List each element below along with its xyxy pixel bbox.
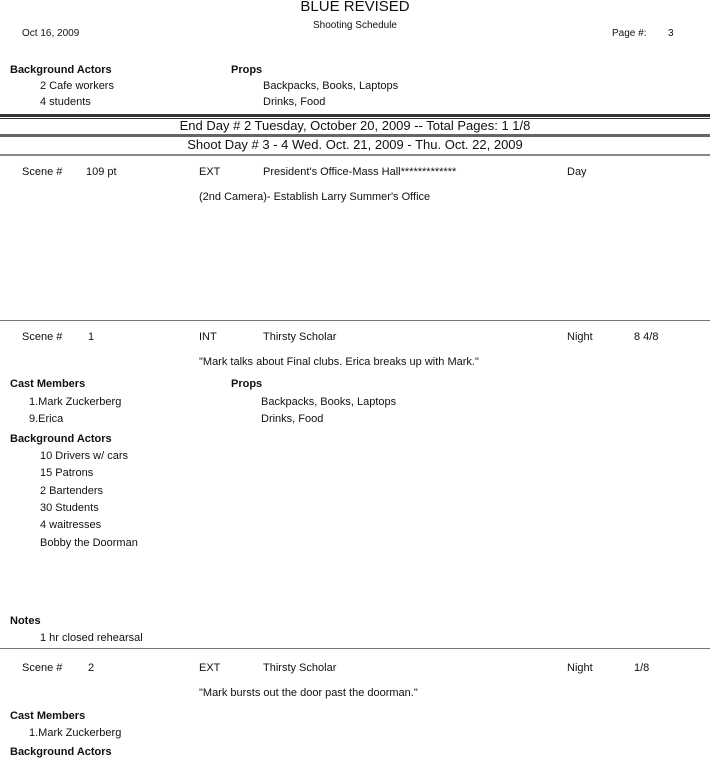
- scene-description: "Mark talks about Final clubs. Erica breaks up with Mark.": [199, 356, 479, 368]
- time-of-day: Night: [567, 662, 593, 674]
- props-heading: Props: [231, 378, 263, 390]
- scene-label: Scene #: [22, 331, 63, 343]
- cast-heading: Cast Members: [10, 378, 86, 390]
- page-count: 8 4/8: [634, 331, 659, 343]
- doc-date: Oct 16, 2009: [22, 28, 80, 39]
- end-day-banner: End Day # 2 Tuesday, October 20, 2009 -- Total Pages: 1 1/8: [179, 118, 531, 133]
- bg-actors-heading: Background Actors: [10, 433, 112, 445]
- page-number: 3: [668, 28, 674, 39]
- cast-member: 9.Erica: [29, 413, 64, 425]
- bg-actor: Bobby the Doorman: [40, 537, 138, 549]
- bg-actor: 15 Patrons: [40, 467, 94, 479]
- prop: Backpacks, Books, Laptops: [263, 80, 399, 92]
- bg-actors-heading: Background Actors: [10, 64, 112, 76]
- divider: [0, 648, 710, 649]
- doc-subtitle: Shooting Schedule: [313, 20, 397, 31]
- divider: [0, 114, 710, 117]
- props-heading: Props: [231, 64, 263, 76]
- bg-actor: 2 Cafe workers: [40, 80, 114, 92]
- shoot-day-banner: Shoot Day # 3 - 4 Wed. Oct. 21, 2009 - Thu. Oct. 22, 2009: [187, 137, 523, 152]
- scene-number: 1: [88, 331, 95, 343]
- divider: [0, 320, 710, 321]
- cast-member: 1.Mark Zuckerberg: [29, 727, 122, 739]
- bg-actor: 4 waitresses: [40, 519, 102, 531]
- prop: Drinks, Food: [261, 413, 324, 425]
- cast-member: 1.Mark Zuckerberg: [29, 396, 122, 408]
- time-of-day: Day: [567, 166, 587, 178]
- scene-description: "Mark bursts out the door past the doorman.": [199, 687, 418, 699]
- scene-label: Scene #: [22, 166, 63, 178]
- bg-actor: 30 Students: [40, 502, 99, 514]
- scene-number: 109 pt: [86, 166, 117, 178]
- scene-number: 2: [88, 662, 95, 674]
- scene-description: (2nd Camera)- Establish Larry Summer's Office: [199, 191, 431, 203]
- scene-label: Scene #: [22, 662, 63, 674]
- note: 1 hr closed rehearsal: [40, 632, 143, 644]
- set-name: President's Office-Mass Hall*************: [263, 166, 457, 178]
- bg-actor: 4 students: [40, 96, 91, 108]
- bg-actors-heading: Background Actors: [10, 746, 112, 758]
- int-ext: EXT: [199, 662, 221, 674]
- cast-heading: Cast Members: [10, 710, 86, 722]
- set-name: Thirsty Scholar: [263, 331, 337, 343]
- prop: Drinks, Food: [263, 96, 326, 108]
- prop: Backpacks, Books, Laptops: [261, 396, 397, 408]
- divider: [0, 154, 710, 156]
- time-of-day: Night: [567, 331, 593, 343]
- doc-title: BLUE REVISED: [300, 0, 410, 15]
- page-label: Page #:: [612, 28, 647, 39]
- bg-actor: 2 Bartenders: [40, 485, 103, 497]
- int-ext: INT: [199, 331, 217, 343]
- set-name: Thirsty Scholar: [263, 662, 337, 674]
- page-count: 1/8: [634, 662, 650, 674]
- int-ext: EXT: [199, 166, 221, 178]
- bg-actor: 10 Drivers w/ cars: [40, 450, 129, 462]
- notes-heading: Notes: [10, 615, 41, 627]
